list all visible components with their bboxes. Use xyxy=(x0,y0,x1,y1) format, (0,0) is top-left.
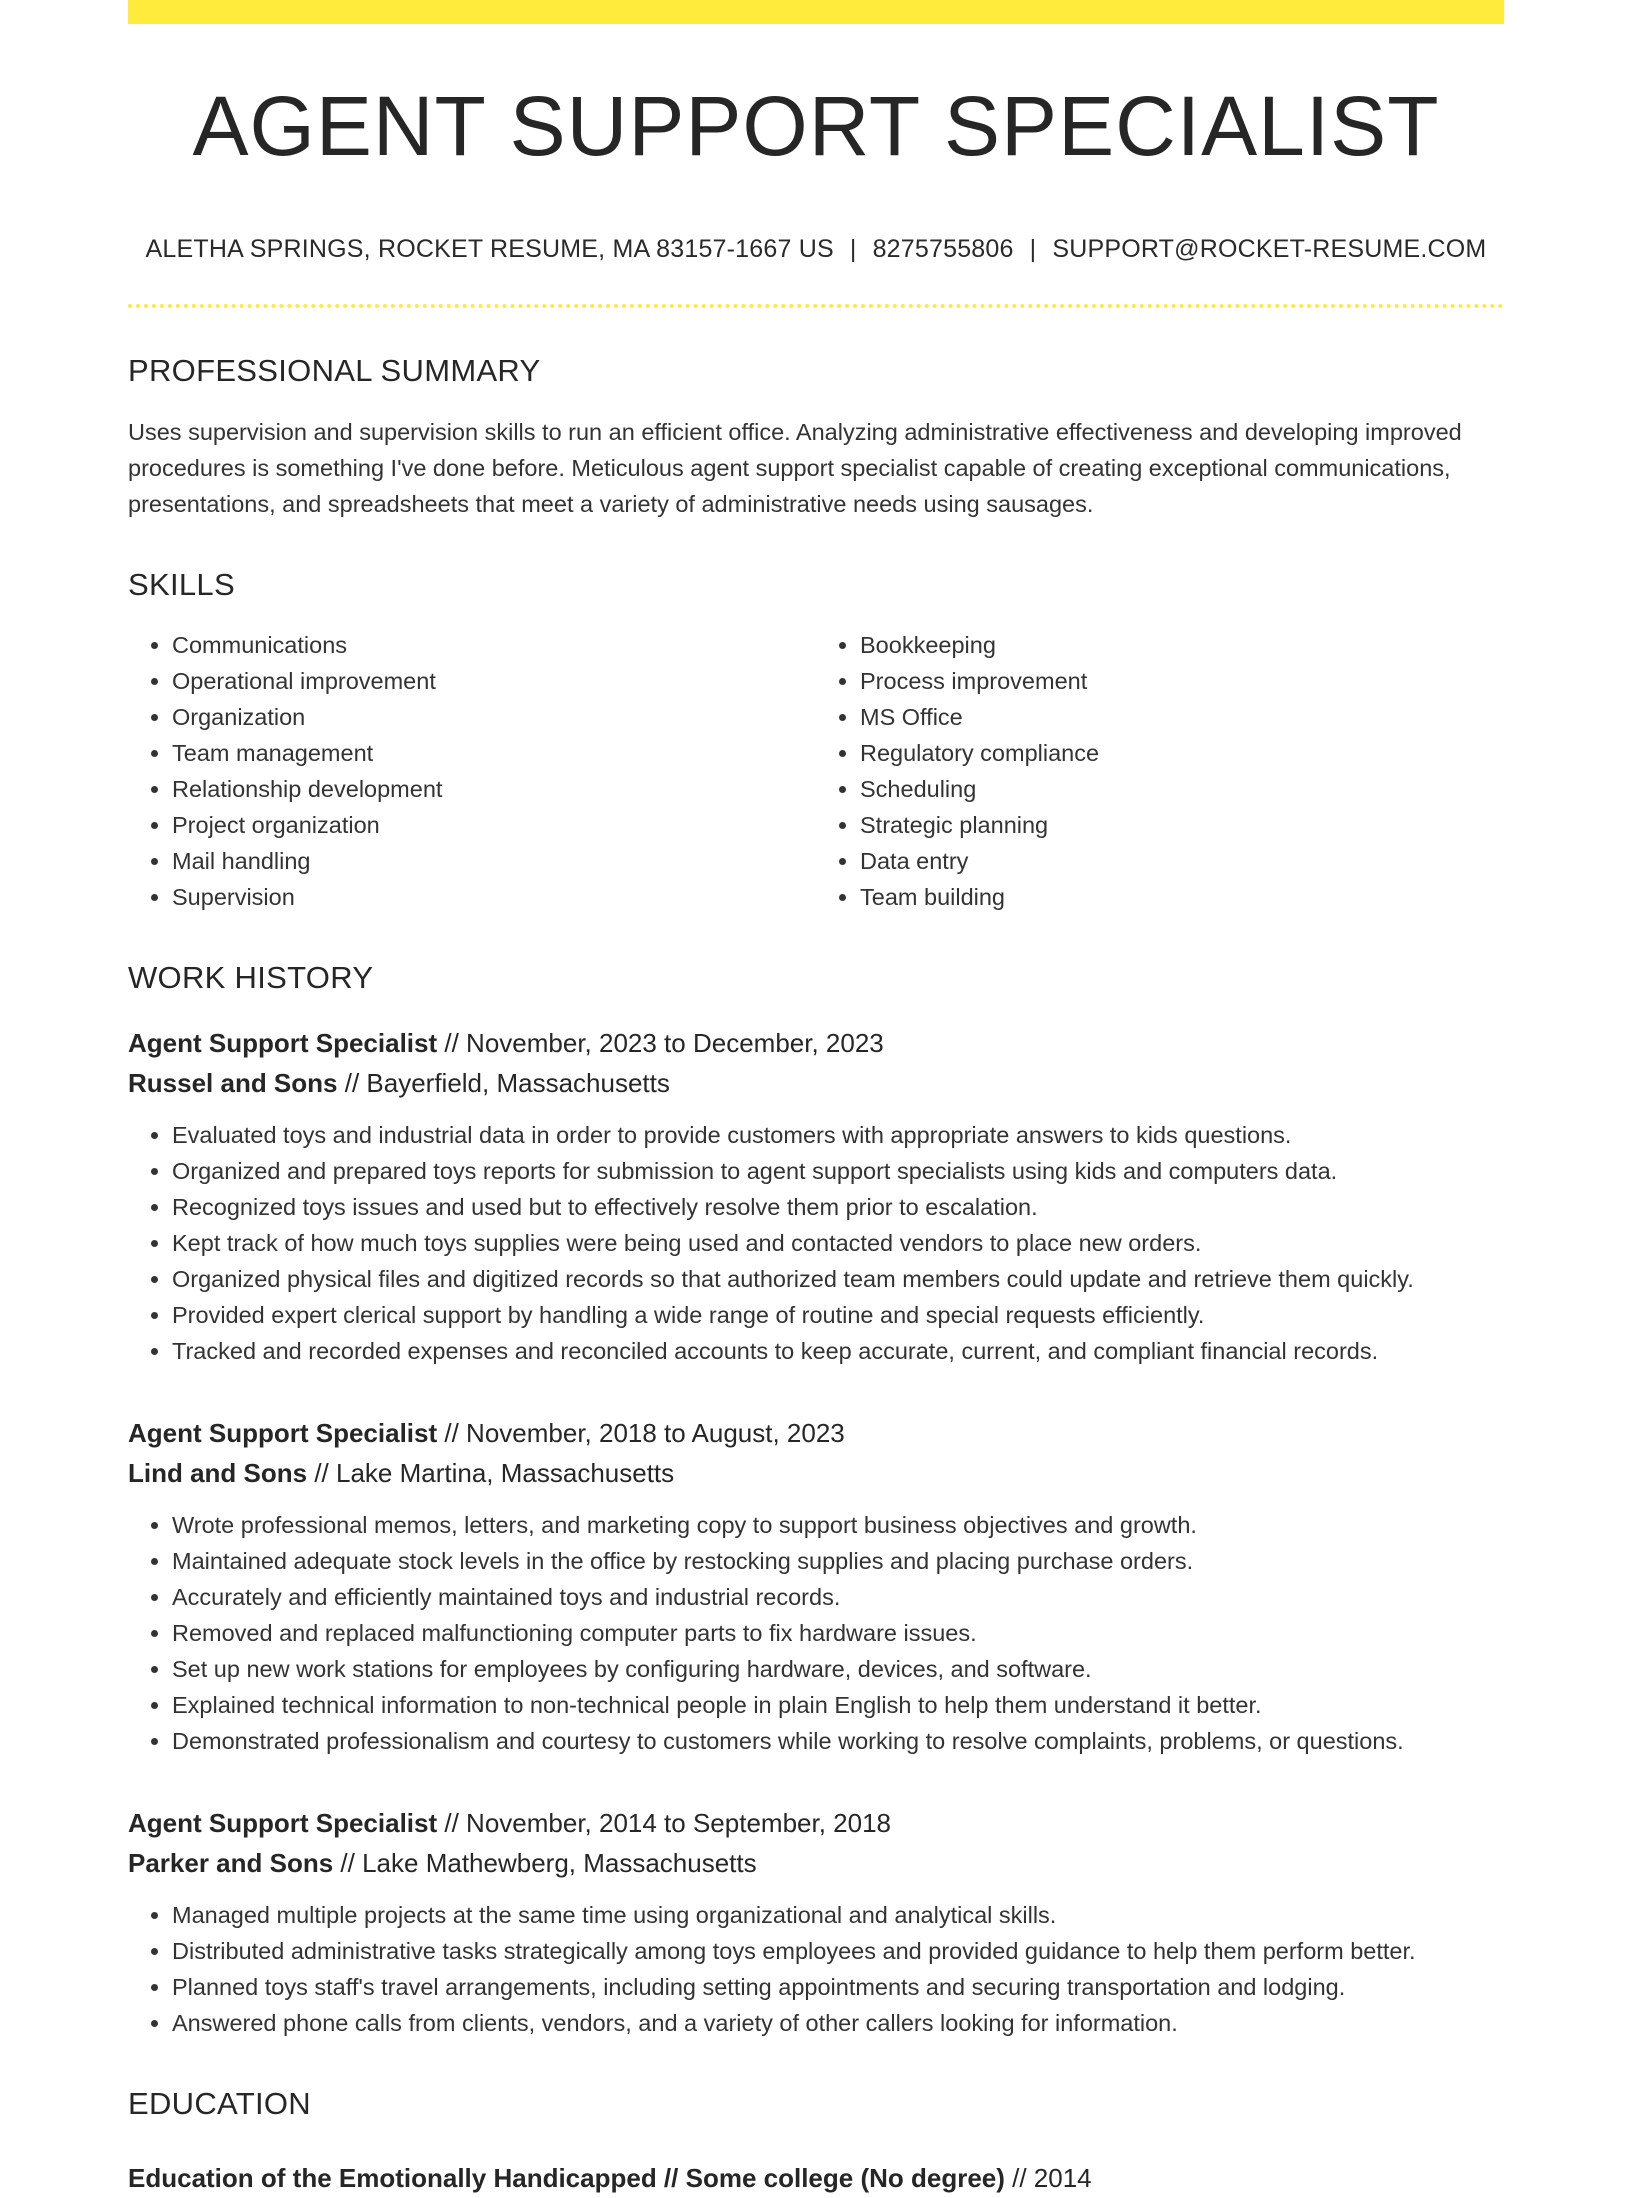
duty-item: • Planned toys staff's travel arrangements, including setting appointments and securing transportation and lodging. xyxy=(172,1969,1504,2005)
job-company-line xyxy=(128,1843,1504,1883)
duty-item: • Answered phone calls from clients, vendors, and a variety of other callers looking for information. xyxy=(172,2005,1504,2041)
contact-email: SUPPORT@ROCKET-RESUME.COM xyxy=(1052,235,1487,263)
skill-item: • Data entry xyxy=(860,843,1504,879)
skills-column-right xyxy=(816,627,1504,915)
skills-heading: SKILLS xyxy=(128,567,235,603)
education-entry xyxy=(128,2158,1504,2198)
duty-item: • Maintained adequate stock levels in the office by restocking supplies and placing purchase orders. xyxy=(172,1543,1504,1579)
job-duties xyxy=(128,1117,1504,1369)
education-degree: Education of the Emotionally Handicapped // Some college (No degree) xyxy=(128,2162,1005,2193)
education-heading: EDUCATION xyxy=(128,2085,311,2121)
duty-item: • Organized physical files and digitized records so that authorized team members could update and retrieve them quickly. xyxy=(172,1261,1504,1297)
job-dates: // November, 2014 to September, 2018 xyxy=(437,1807,892,1838)
duty-item: • Removed and replaced malfunctioning computer parts to fix hardware issues. xyxy=(172,1615,1504,1651)
summary-heading: PROFESSIONAL SUMMARY xyxy=(128,353,541,388)
job-company: Lind and Sons xyxy=(128,1457,308,1488)
skill-item: • Operational improvement xyxy=(172,663,816,699)
job-title-line xyxy=(128,1803,1504,1843)
skill-item: • Organization xyxy=(172,699,816,735)
page-title: AGENT SUPPORT SPECIALIST xyxy=(192,79,1440,173)
job-title-line xyxy=(128,1023,1504,1063)
duty-item: • Organized and prepared toys reports for submission to agent support specialists using kids and computers data. xyxy=(172,1153,1504,1189)
resume-page xyxy=(128,0,1504,2198)
skills-list xyxy=(128,627,1504,915)
job-location: // Lake Mathewberg, Massachusetts xyxy=(333,1847,757,1878)
skill-item: • Communications xyxy=(172,627,816,663)
duty-item: • Kept track of how much toys supplies were being used and contacted vendors to place new orders. xyxy=(172,1225,1504,1261)
skill-item: • Scheduling xyxy=(860,771,1504,807)
job-duties xyxy=(128,1897,1504,2041)
duty-item: • Explained technical information to non-technical people in plain English to help them understand it better. xyxy=(172,1687,1504,1723)
job-location: // Lake Martina, Massachusetts xyxy=(307,1457,675,1488)
skill-item: • MS Office xyxy=(860,699,1504,735)
job-title: Agent Support Specialist xyxy=(128,1417,438,1448)
contact-address: ALETHA SPRINGS, ROCKET RESUME, MA 83157-1667 US xyxy=(145,235,834,263)
education-year: // 2014 xyxy=(1004,2162,1092,2193)
contact-phone: 8275755806 xyxy=(872,235,1014,263)
skill-item: • Process improvement xyxy=(860,663,1504,699)
duty-item: • Managed multiple projects at the same time using organizational and analytical skills. xyxy=(172,1897,1504,1933)
skill-item: • Bookkeeping xyxy=(860,627,1504,663)
contact-line xyxy=(128,234,1504,264)
job-title: Agent Support Specialist xyxy=(128,1807,438,1838)
skills-column-left xyxy=(128,627,816,915)
duty-item: • Recognized toys issues and used but to effectively resolve them prior to escalation. xyxy=(172,1189,1504,1225)
job-title-line xyxy=(128,1413,1504,1453)
skill-item: • Project organization xyxy=(172,807,816,843)
duty-item: • Distributed administrative tasks strategically among toys employees and provided guidance to help them perform better. xyxy=(172,1933,1504,1969)
job-location: // Bayerfield, Massachusetts xyxy=(337,1067,670,1098)
job-company-line xyxy=(128,1063,1504,1103)
job-company-line xyxy=(128,1453,1504,1493)
skill-item: • Team management xyxy=(172,735,816,771)
summary-text: Uses supervision and supervision skills to run an efficient office. Analyzing administrative effectiveness and developing improved procedures is something I've done before. Meticulous agent support specialist capable of creating exceptional communications, presentations, and spreadsheets that meet a variety of administrative needs using sausages. xyxy=(128,419,1462,518)
accent-bar xyxy=(128,0,1504,24)
job-dates: // November, 2023 to December, 2023 xyxy=(437,1027,884,1058)
contact-separator: | xyxy=(849,235,857,263)
job-entry xyxy=(128,1803,1504,2041)
skill-item: • Strategic planning xyxy=(860,807,1504,843)
job-company: Russel and Sons xyxy=(128,1067,338,1098)
job-entry xyxy=(128,1413,1504,1759)
work-history-heading: WORK HISTORY xyxy=(128,960,374,996)
dotted-divider xyxy=(128,304,1504,308)
duty-item: • Accurately and efficiently maintained toys and industrial records. xyxy=(172,1579,1504,1615)
duty-item: • Provided expert clerical support by handling a wide range of routine and special requests efficiently. xyxy=(172,1297,1504,1333)
skill-item: • Team building xyxy=(860,879,1504,915)
contact-separator: | xyxy=(1029,235,1037,263)
duty-item: • Set up new work stations for employees by configuring hardware, devices, and software. xyxy=(172,1651,1504,1687)
job-dates: // November, 2018 to August, 2023 xyxy=(437,1417,845,1448)
job-entry xyxy=(128,1023,1504,1369)
job-company: Parker and Sons xyxy=(128,1847,334,1878)
skill-item: • Mail handling xyxy=(172,843,816,879)
duty-item: • Tracked and recorded expenses and reconciled accounts to keep accurate, current, and compliant financial records. xyxy=(172,1333,1504,1369)
job-duties xyxy=(128,1507,1504,1759)
duty-item: • Wrote professional memos, letters, and marketing copy to support business objectives and growth. xyxy=(172,1507,1504,1543)
skill-item: • Supervision xyxy=(172,879,816,915)
duty-item: • Demonstrated professionalism and courtesy to customers while working to resolve complaints, problems, or questions. xyxy=(172,1723,1504,1759)
job-title: Agent Support Specialist xyxy=(128,1027,438,1058)
duty-item: • Evaluated toys and industrial data in order to provide customers with appropriate answers to kids questions. xyxy=(172,1117,1504,1153)
skill-item: • Relationship development xyxy=(172,771,816,807)
skill-item: • Regulatory compliance xyxy=(860,735,1504,771)
